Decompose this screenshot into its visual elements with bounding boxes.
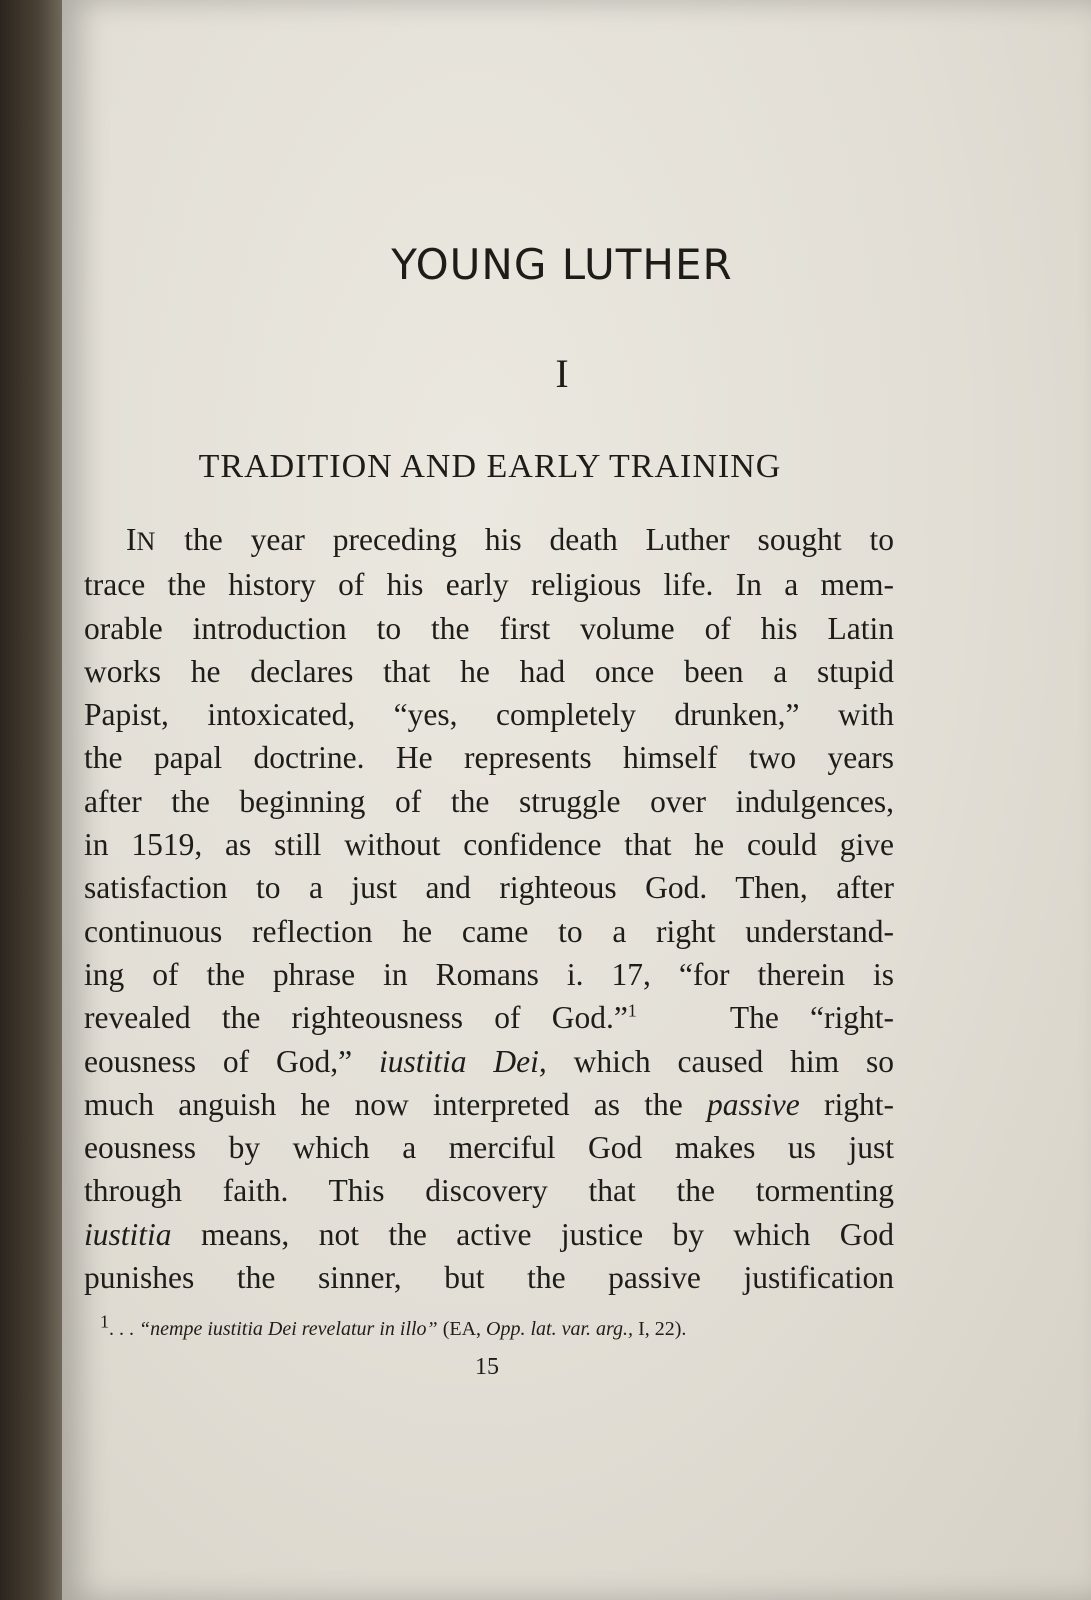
book-title: YOUNG LUTHER xyxy=(391,240,733,289)
line-text: right- xyxy=(824,1086,895,1122)
book-binding xyxy=(0,0,70,1600)
footnote-citation-page: I, 22). xyxy=(638,1318,687,1340)
paragraph-line: Papist, intoxicated, “yes, completely drunken,” with xyxy=(84,697,894,733)
paragraph-line xyxy=(84,996,894,1039)
paragraph-line: satisfaction to a just and righteous God. Then, after xyxy=(84,870,894,906)
paragraph-line: in 1519, as still without confidence that he could give xyxy=(84,827,894,863)
footnote-reference[interactable]: 1 xyxy=(627,1000,637,1021)
line-text: which caused him so xyxy=(573,1043,895,1079)
line-text: revealed the righteousness of God.” xyxy=(84,1000,628,1036)
chapter-title: TRADITION AND EARLY TRAINING xyxy=(198,448,782,485)
footnote-citation-work: Opp. lat. var. arg., xyxy=(486,1318,634,1340)
chapter-number: I xyxy=(555,351,569,396)
paragraph-line: punishes the sinner, but the passive justification xyxy=(84,1260,894,1296)
paragraph-line: through faith. This discovery that the tormenting xyxy=(84,1173,894,1209)
small-caps-letter: N xyxy=(136,527,157,556)
line-text: much anguish he now interpreted as the xyxy=(84,1086,683,1122)
paragraph-line xyxy=(84,1083,894,1126)
initial-letter: I xyxy=(126,522,137,557)
paragraph-line: continuous reflection he came to a right understand- xyxy=(84,913,894,949)
emphasis-word: passive xyxy=(707,1086,800,1122)
footnote-marker: 1 xyxy=(100,1311,109,1332)
paragraph-line xyxy=(84,1213,894,1256)
paragraph-line: after the beginning of the struggle over indulgences, xyxy=(84,783,894,819)
footnote-ellipsis: . . . xyxy=(109,1318,134,1340)
line-text: eousness of God,” xyxy=(84,1043,353,1079)
body-paragraph xyxy=(84,518,894,1299)
footnote-citation: (EA, xyxy=(442,1318,482,1340)
paragraph-line: trace the history of his early religious life. In a mem- xyxy=(84,567,894,603)
paragraph-line: works he declares that he had once been a stupid xyxy=(84,653,894,689)
line-text: the year preceding his death Luther sought to xyxy=(156,522,894,557)
page-number: 15 xyxy=(475,1354,499,1380)
latin-phrase: iustitia Dei, xyxy=(379,1043,547,1079)
latin-word: iustitia xyxy=(84,1216,172,1252)
footnote xyxy=(100,1311,900,1341)
paragraph-line: orable introduction to the first volume of his Latin xyxy=(84,610,894,646)
paragraph-line: eousness by which a merciful God makes us just xyxy=(84,1130,894,1166)
paragraph-line xyxy=(84,1040,894,1083)
footnote-quote: “nempe iustitia Dei revelatur in illo” xyxy=(139,1318,438,1340)
paragraph-line: the papal doctrine. He represents himself two years xyxy=(84,740,894,776)
line-text: The “right- xyxy=(729,1000,894,1036)
paragraph-line xyxy=(84,518,894,563)
line-text: means, not the active justice by which God xyxy=(200,1216,894,1252)
paragraph-line: ing of the phrase in Romans i. 17, “for therein is xyxy=(84,956,894,992)
